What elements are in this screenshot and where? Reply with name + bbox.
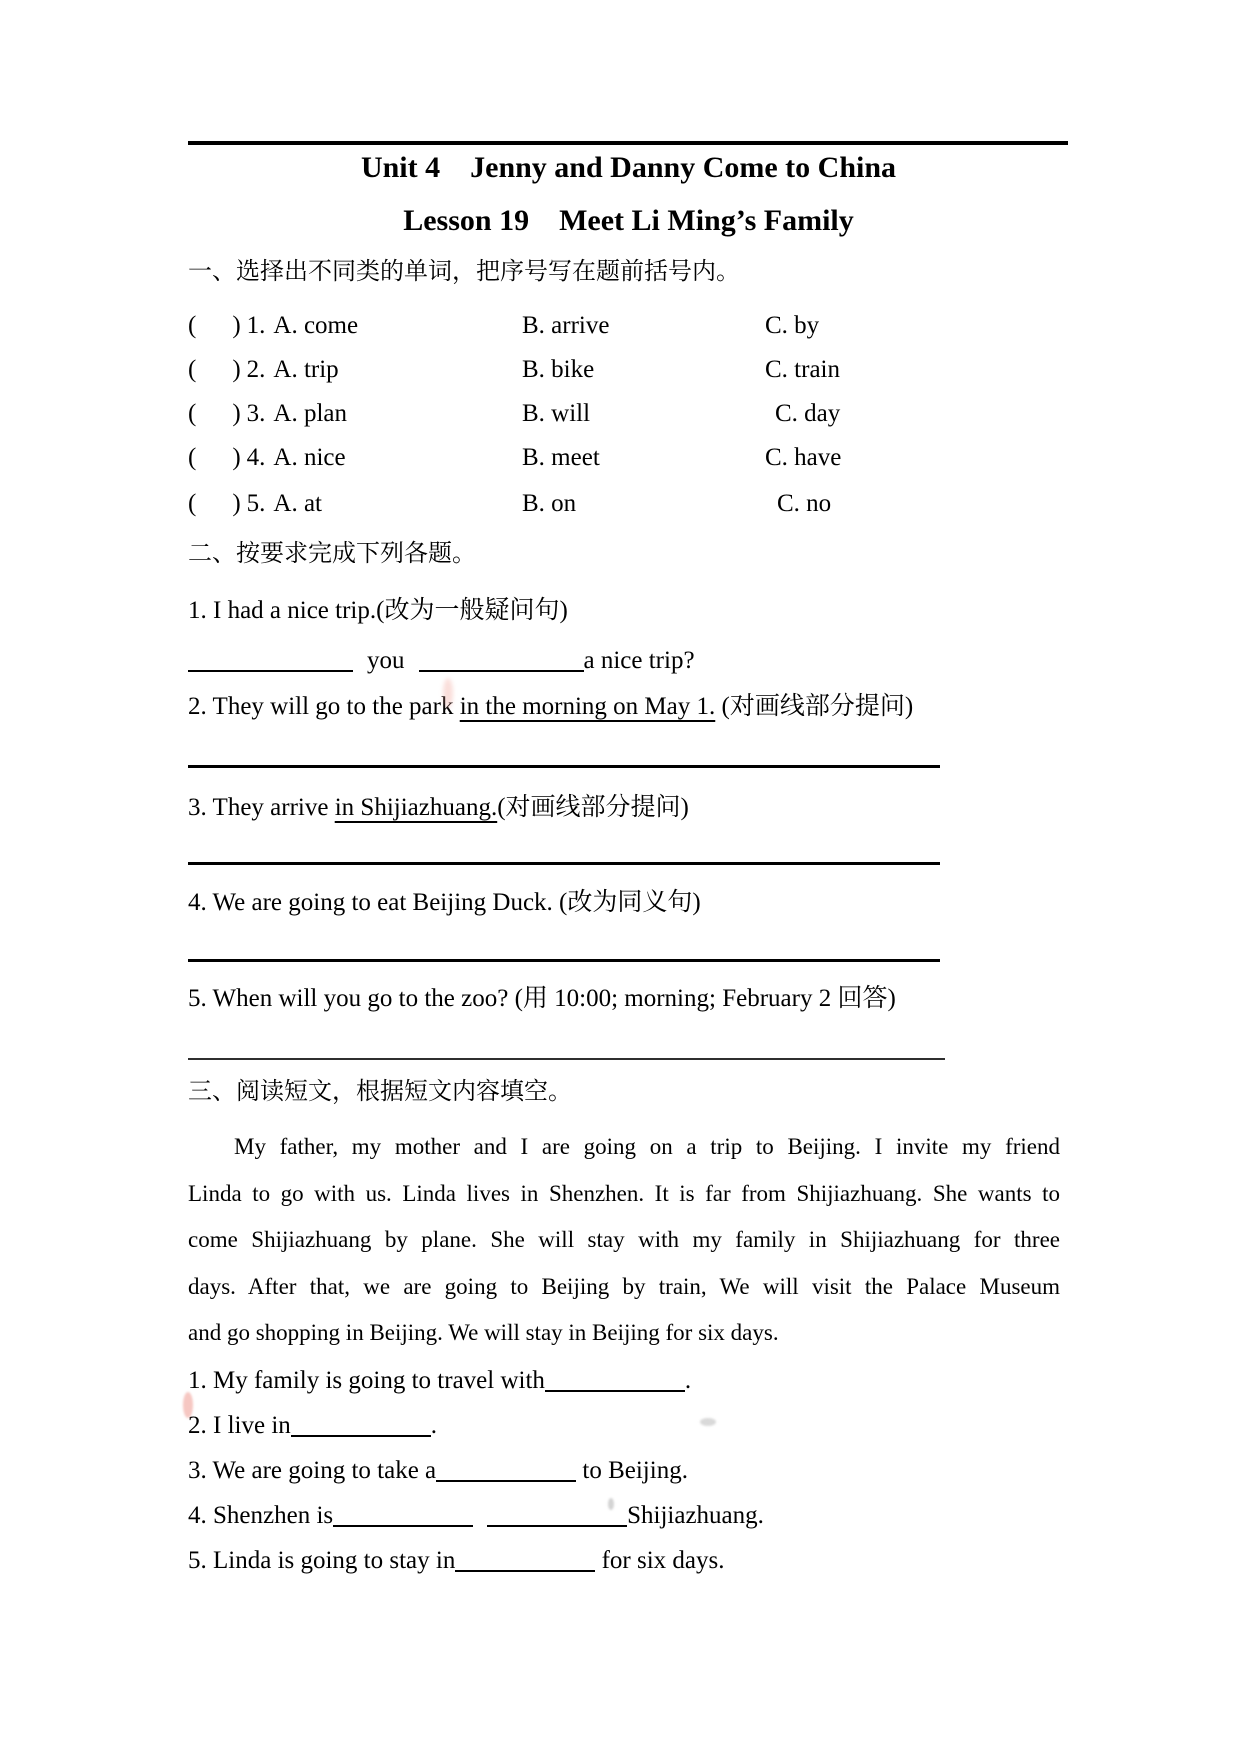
question-item-4: 4. We are going to eat Beijing Duck. (改为同义句)	[188, 889, 701, 916]
fill-blank	[487, 1525, 627, 1527]
option-b: B. arrive	[522, 312, 610, 339]
choice-stem	[188, 348, 522, 392]
fill-text: 4. Shenzhen is	[188, 1502, 334, 1529]
section-3-heading: 三、阅读短文，根据短文内容填空。	[188, 1079, 572, 1105]
lesson-title: Lesson 19 Meet Li Ming’s Family	[403, 204, 854, 237]
fill-text: Shijiazhuang.	[627, 1502, 764, 1529]
option-a: A. come	[273, 312, 359, 339]
fill-item-5	[188, 1542, 1069, 1580]
option-b: B. bike	[522, 356, 595, 383]
passage-line: My father, my mother and I are going on a trip to Beijing. I invite my friend	[234, 1134, 1060, 1159]
question-number: 3.	[246, 400, 266, 427]
fill-text: for six days.	[595, 1547, 725, 1574]
choice-row-1	[188, 304, 1069, 348]
reading-passage	[188, 1124, 1069, 1357]
question-item-2	[188, 686, 1069, 728]
fill-item-2	[188, 1407, 1069, 1445]
fill-text: to Beijing.	[576, 1457, 688, 1484]
passage-line: Linda to go with us. Linda lives in Shenzhen. It is far from Shijiazhuang. She wants to	[188, 1180, 1060, 1206]
fill-blank	[455, 1570, 595, 1572]
fill-text: 2. I live in	[188, 1412, 291, 1439]
question-number: 4.	[246, 444, 266, 471]
question-text: (对画线部分提问)	[715, 693, 914, 720]
fill-item-3	[188, 1452, 1069, 1490]
underlined-phrase: in Shijiazhuang.	[334, 794, 498, 821]
passage-line: days. After that, we are going to Beijing by train, We will visit the Palace Museum	[188, 1273, 1060, 1299]
fill-blank	[291, 1435, 431, 1437]
scan-smudge-mark	[700, 1418, 716, 1426]
option-a: A. plan	[273, 400, 348, 427]
option-b: B. will	[522, 400, 591, 427]
section-1-heading: 一、选择出不同类的单词，把序号写在题前括号内。	[188, 259, 740, 285]
option-a: A. trip	[273, 356, 339, 383]
answer-bracket: ( )	[188, 400, 241, 427]
answer-bracket: ( )	[188, 356, 241, 383]
answer-text: you	[367, 647, 405, 674]
answer-line	[188, 1058, 945, 1060]
answer-line	[188, 959, 940, 962]
header-rule	[188, 141, 1068, 145]
fill-blank	[545, 1390, 685, 1392]
question-number: 1.	[246, 312, 266, 339]
choice-row-5	[188, 482, 1069, 526]
question-number: 5.	[246, 490, 266, 517]
fill-item-1	[188, 1362, 1069, 1400]
choice-stem	[188, 304, 522, 348]
question-text: 2. They will go to the park	[188, 693, 460, 720]
question-text: 3. They arrive	[188, 794, 335, 821]
option-a: A. at	[273, 490, 323, 517]
answer-blank	[419, 670, 584, 672]
fill-blank	[333, 1525, 473, 1527]
option-c: C. day	[775, 400, 841, 427]
question-item-1: 1. I had a nice trip.(改为一般疑问句)	[188, 597, 568, 624]
underlined-phrase: in the morning on May 1.	[459, 693, 716, 720]
choice-row-2	[188, 348, 1069, 392]
answer-line	[188, 862, 940, 865]
section-2-heading: 二、按要求完成下列各题。	[188, 541, 476, 567]
scan-smudge-mark	[183, 1392, 193, 1418]
scan-smudge-mark	[608, 1498, 614, 1510]
fill-item-4	[188, 1497, 1069, 1535]
option-c: C. train	[765, 356, 840, 383]
option-c: C. by	[765, 312, 820, 339]
fill-text: 5. Linda is going to stay in	[188, 1547, 456, 1574]
fill-text: .	[684, 1367, 692, 1394]
question-item-5: 5. When will you go to the zoo? (用 10:00; morning; February 2 回答)	[188, 985, 896, 1012]
answer-bracket: ( )	[188, 312, 241, 339]
option-b: B. meet	[522, 444, 600, 471]
passage-line: and go shopping in Beijing. We will stay in Beijing for six days.	[188, 1320, 779, 1345]
option-b: B. on	[522, 490, 577, 517]
question-number: 2.	[246, 356, 266, 383]
choice-stem	[188, 436, 522, 480]
fill-text: .	[430, 1412, 438, 1439]
answer-line	[188, 765, 940, 768]
choice-stem	[188, 392, 522, 436]
answer-blank	[188, 670, 353, 672]
question-text: (对画线部分提问)	[497, 794, 689, 821]
answer-bracket: ( )	[188, 490, 241, 517]
question-1-answer-line	[188, 640, 1069, 682]
choice-row-4	[188, 436, 1069, 480]
question-item-3	[188, 787, 1069, 829]
option-a: A. nice	[273, 444, 346, 471]
answer-text: a nice trip?	[583, 647, 695, 674]
option-c: C. no	[777, 490, 832, 517]
unit-title: Unit 4 Jenny and Danny Come to China	[360, 151, 897, 184]
fill-blank	[436, 1480, 576, 1482]
answer-bracket: ( )	[188, 444, 241, 471]
choice-row-3	[188, 392, 1069, 436]
passage-line: come Shijiazhuang by plane. She will stay with my family in Shijiazhuang for three	[188, 1227, 1060, 1252]
option-c: C. have	[765, 444, 842, 471]
choice-stem	[188, 482, 522, 526]
scan-smudge-mark	[443, 678, 453, 708]
fill-text: 3. We are going to take a	[188, 1457, 437, 1484]
fill-text: 1. My family is going to travel with	[188, 1367, 545, 1394]
